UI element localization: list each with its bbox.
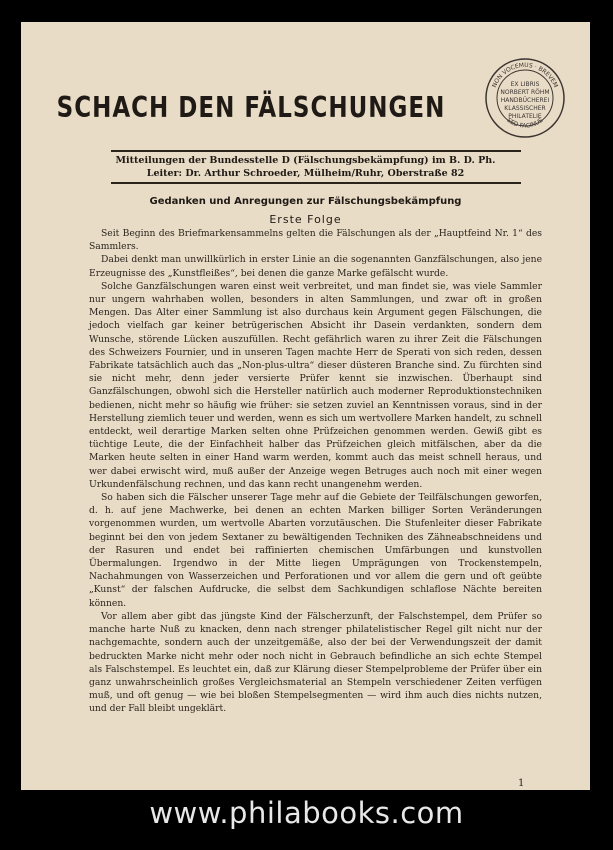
paragraph: Solche Ganzfälschungen waren einst weit verbreitet, und man findet sie, was viele Sammler nur ungern wahrhaben wollen, besonders in alten Sammlungen, und zwar oft in großen Mengen. Das Alter einer Sammlung ist also durchaus kein Argument gegen Fälschungen, die jedoch vielfach gar keiner betrügerischen Absicht ihr Dasein verdankten, sondern dem Wunsche, störende Lücken auszufüllen. Recht gefährlich waren zu ihrer Zeit die Fälschungen des Schweizers Fournier, und in unseren Tagen machte Herr de Sperati von sich reden, dessen Fabrikate tatsächlich auch das „Non-plus-ultra“ dieser düsteren Branche sind. Zu fürchten sind sie nicht mehr, denn jeder versierte Prüfer kennt sie inzwischen. Überhaupt sind Ganzfälschungen, obwohl sich die Hersteller natürlich auch moderner Reproduktionstechniken bedienen, nicht mehr so häufig wie früher: sie setzen zuviel an Kenntnissen voraus, sind in der Herstellung ziemlich teuer und werden, wenn es sich um wertvollere Marken handelt, zu schnell entdeckt, weil derartige Marken selten ohne Prüfzeichen genommen werden. Gewiß gibt es tüchtige Leute, die der Einfachheit halber das Prüfzeichen gleich mitfälschen, aber da die Marken heute selten in einer Hand warm werden, kommt auch das meist schnell heraus, und wer dabei erwischt wird, muß außer der Anzeige wegen Betruges auch noch mit einer wegen Urkundenfälschung rechnen, und das kann recht unangenehm werden. <box>89 280 542 490</box>
stamp-ring-top: NON VOCEMUS · BREVEM <box>491 61 560 89</box>
header-rule-bottom <box>111 182 521 184</box>
article-heading: Gedanken und Anregungen zur Fälschungsbekämpfung <box>149 196 462 207</box>
document-page <box>21 22 590 790</box>
header-rule-top <box>111 150 521 152</box>
stamp-line-4: KLASSISCHER <box>504 105 546 112</box>
subtitle-line-1: Mitteilungen der Bundesstelle D (Fälschungsbekämpfung) im B. D. Ph. <box>115 155 496 166</box>
stamp-ring-bottom: SED FACINUS <box>505 116 545 130</box>
stamp-line-1: EX LIBRIS <box>510 81 540 88</box>
article-subheading: Erste Folge <box>269 213 342 226</box>
article-body <box>89 227 542 716</box>
paragraph: Seit Beginn des Briefmarkensammelns gelten die Fälschungen als der „Hauptfeind Nr. 1“ des Sammlers. <box>89 228 542 253</box>
document-title: SCHACH DEN FÄLSCHUNGEN <box>56 92 446 125</box>
stamp-line-2: NORBERT RÖHM <box>500 89 550 96</box>
subtitle-line-2: Leiter: Dr. Arthur Schroeder, Mülheim/Ruhr, Oberstraße 82 <box>146 168 465 179</box>
paragraph: Vor allem aber gibt das jüngste Kind der Fälscherzunft, der Falschstempel, dem Prüfer so manche harte Nuß zu knacken, denn nach strenger philatelistischer Regel gilt nicht nur der nachgemachte, sondern auch der unzeitgemäße, also der bei der Verwendungszeit der damit bedruckten Marke nicht mehr oder noch nicht in Gebrauch befindliche an sich echte Stempel als Falschstempel. Es leuchtet ein, daß zur Klärung dieser Stempelprobleme der Prüfer über ein ganz unwahrscheinlich großes Vergleichsmaterial an Stempeln verschiedener Zeiten verfügen muß, und oft genug — wie bei bloßen Stempelsegmenten — wird ihm auch dies nichts nutzen, und der Fall bleibt ungeklärt. <box>89 610 542 715</box>
stamp-line-3: HANDBÜCHEREI <box>500 97 550 104</box>
paragraph: So haben sich die Fälscher unserer Tage mehr auf die Gebiete der Teilfälschungen geworfen, d. h. auf jene Machwerke, bei denen an echten Marken billiger Sorten Veränderungen vorgenommen wurden, um wertvolle Abarten vorzutäuschen. Die Stufenleiter dieser Fabrikate beginnt bei den von jedem Sextaner zu bewältigenden Techniken des Zähneabschneidens und der Rasuren und endet bei raffinierten chemischen Umfärbungen und kunstvollen Übermalungen. Irgendwo in der Mitte liegen Umprägungen von Trockenstempeln, Nachahmungen von Wasserzeichen und Perforationen und vor allem die gern und oft geübte „Kunst“ der falschen Aufdrucke, die selbst dem Sachkundigen schlaflose Nächte bereiten können. <box>89 492 542 609</box>
paragraph: Dabei denkt man unwillkürlich in erster Linie an die sogenannten Ganzfälschungen, also jene Erzeugnisse des „Kunstfleißes“, bei denen die ganze Marke gefälscht wurde. <box>89 254 542 279</box>
stamp-line-5: PHILATELIE <box>508 113 542 120</box>
page-number: 1 <box>518 778 525 789</box>
watermark-url: www.philabooks.com <box>149 796 464 830</box>
ex-libris-stamp <box>484 57 566 139</box>
